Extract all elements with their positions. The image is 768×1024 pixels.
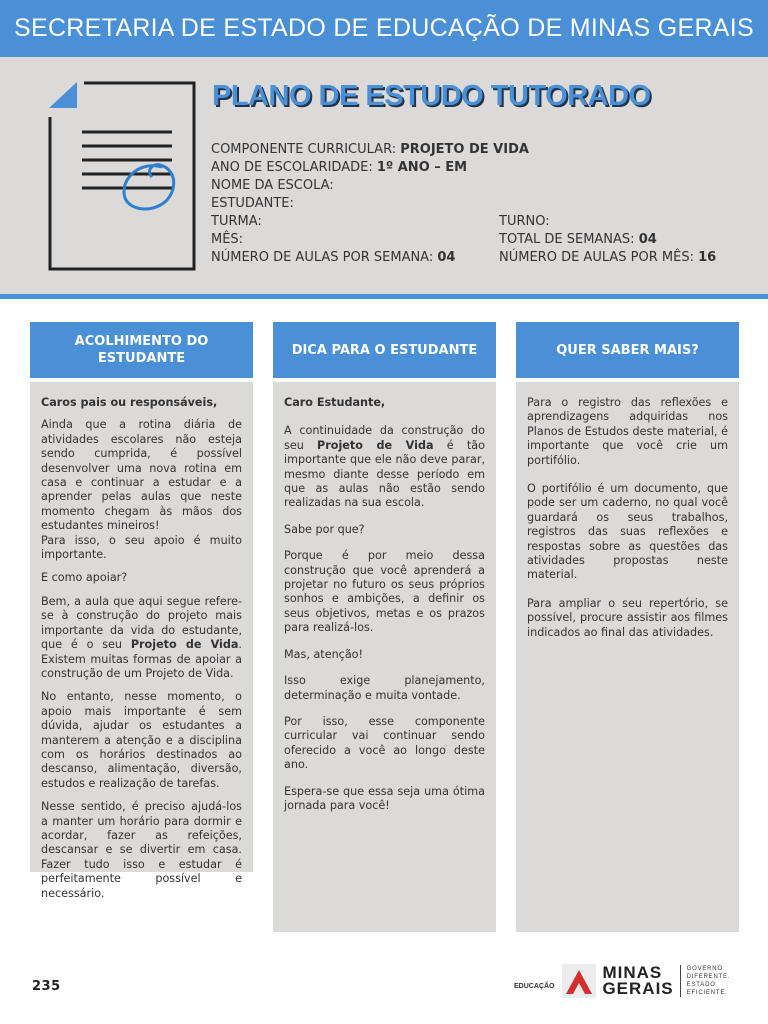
government-logo (514, 963, 730, 999)
paragraph: Bem, a aula que aqui segue refere-se à construção do projeto mais importante da vida do estudante, que é o seu Projeto de Vida. Existem muitas formas de apoiar a construção de um Projeto de Vida. (41, 594, 242, 680)
column-saber-mais (516, 322, 739, 932)
aulas-mes-line (499, 249, 716, 267)
greeting (284, 396, 485, 410)
paragraph: Por isso, esse componente curricular vai continuar sendo oferecido a você ao longo deste ano. (284, 714, 485, 772)
paragraph: Espera-se que essa seja uma ótima jornada para você! (284, 784, 485, 812)
column-dica (273, 322, 496, 932)
page-number: 235 (32, 979, 61, 994)
paragraph: Sabe por que? (284, 522, 365, 536)
paragraph: O portifólio é um documento, que pode ser um caderno, no qual você guardará os seus trabalhos, registros das suas reflexões e respostas sobre as questões das atividades propostas neste material. (527, 482, 728, 582)
triangle-logo-icon (562, 964, 596, 998)
greeting-text: Caro Estudante, (284, 396, 386, 409)
document-icon (48, 81, 196, 271)
paragraph: Nesse sentido, é preciso ajudá-los a manter um horário para dormir e acordar, fazer as refeições, descansar e se divertir em casa. Fazer tudo isso e estudar é perfeitamente possível e necessário. (41, 800, 242, 900)
ano-line (211, 159, 467, 177)
ano-value: 1º ANO – EM (376, 160, 468, 175)
estudante-label: ESTUDANTE: (211, 196, 294, 211)
aulas-semana-label: NÚMERO DE AULAS POR SEMANA: (211, 250, 434, 265)
aulas-mes-label: NÚMERO DE AULAS POR MÊS: (499, 250, 694, 265)
paragraph: Para ampliar o seu repertório, se possível, procure assistir aos filmes indicados ao final das atividades. (527, 596, 728, 639)
greeting-text: Caros pais ou responsáveis, (41, 396, 218, 409)
paragraph: Mas, atenção! (284, 647, 364, 661)
logo-divider (680, 965, 681, 997)
paragraph: Para o registro das reflexões e aprendizagens adquiridas nos Planos de Estudos deste material, é importante que você crie um portifólio. (527, 396, 728, 467)
logo-tagline: GOVERNO DIFERENTE. ESTADO EFICIENTE. (686, 966, 731, 996)
paragraph: Porque é por meio dessa construção que você aprenderá a projetar no futuro os seus próprios sonhos e ambições, a definir os seus objetivos, metas e os prazos para realizá-los. (284, 549, 485, 635)
logo-name: MINAS GERAIS (602, 963, 674, 998)
paragraph: E como apoiar? (41, 571, 128, 585)
paragraph: Para isso, o seu apoio é muito importante. (41, 533, 242, 562)
column-body (273, 382, 496, 932)
aulas-mes-value: 16 (698, 250, 717, 265)
turma-label: TURMA: (211, 214, 262, 229)
componente-line (211, 141, 529, 159)
total-semanas-value: 04 (638, 232, 657, 247)
turno-label: TURNO: (499, 214, 550, 229)
emphasis: Projeto de Vida (130, 638, 239, 652)
ano-label: ANO DE ESCOLARIDADE: (211, 160, 373, 175)
componente-value: PROJETO DE VIDA (400, 142, 529, 157)
paragraph: Ainda que a rotina diária de atividades escolares não esteja sendo cumprida, é possível desenvolver uma nova rotina em casa e continuar a estudar e a aprender pelas aulas que neste momento chegam às mãos dos estudantes mineiros! (41, 418, 242, 533)
total-semanas-line (499, 231, 657, 249)
mes-label: MÊS: (211, 232, 244, 247)
paragraph: Isso exige planejamento, determinação e muita vontade. (284, 674, 485, 702)
column-heading: ACOLHIMENTO DO ESTUDANTE (30, 322, 253, 378)
header-title: SECRETARIA DE ESTADO DE EDUCAÇÃO DE MINAS GERAIS (14, 14, 754, 42)
header-bar (0, 0, 768, 57)
componente-label: COMPONENTE CURRICULAR: (211, 142, 397, 157)
paragraph: A continuidade da construção do seu Projeto de Vida é tão importante que ele não deve parar, mesmo diante desse período em que as aulas não estão sendo realizadas na sua escola. (284, 424, 485, 510)
column-acolhimento (30, 322, 253, 900)
column-heading: QUER SABER MAIS? (516, 322, 739, 378)
paragraph: No entanto, nesse momento, o apoio mais importante é sem dúvida, ajudar os estudantes a manterem a atenção e a disciplina com os horários destinados ao descanso, alimentação, diversão, estudos e realização de tarefas. (41, 690, 242, 790)
total-semanas-label: TOTAL DE SEMANAS: (499, 232, 635, 247)
emphasis: Projeto de Vida (317, 438, 434, 452)
plan-title: PLANO DE ESTUDO TUTORADO (212, 80, 651, 112)
column-body (516, 382, 739, 932)
greeting (41, 396, 242, 410)
column-heading: DICA PARA O ESTUDANTE (273, 322, 496, 378)
escola-label: NOME DA ESCOLA: (211, 178, 334, 193)
aulas-semana-value: 04 (437, 250, 456, 265)
aulas-semana-line (211, 249, 455, 267)
column-body (30, 382, 253, 900)
logo-education-label: EDUCAÇÃO (514, 982, 555, 990)
divider (0, 294, 768, 299)
